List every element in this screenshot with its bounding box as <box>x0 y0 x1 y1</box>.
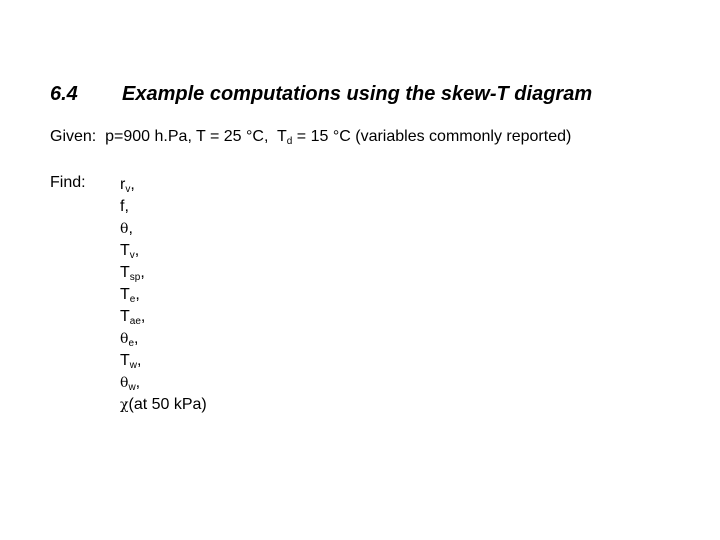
given-dewpoint-subscript: d <box>286 136 293 147</box>
item-symbol: f <box>120 198 125 215</box>
item-subscript: w <box>129 360 138 371</box>
item-suffix: (at 50 kPa) <box>128 396 207 413</box>
given-label: Given: <box>50 128 97 145</box>
given-pressure: p=900 h.Pa, <box>105 128 192 145</box>
item-suffix: , <box>134 242 140 259</box>
section-heading <box>50 83 592 106</box>
item-suffix: , <box>135 374 141 391</box>
item-symbol: θ <box>120 331 129 347</box>
list-item <box>120 328 207 350</box>
item-suffix: , <box>135 286 140 303</box>
item-suffix: , <box>140 308 146 325</box>
list-item <box>120 350 207 372</box>
item-symbol: θ <box>120 375 129 391</box>
item-symbol: T <box>120 264 130 281</box>
item-symbol: T <box>120 286 130 303</box>
given-dewpoint-symbol: T <box>277 128 287 145</box>
item-suffix: , <box>140 264 145 281</box>
item-subscript: e <box>129 294 136 305</box>
section-title: Example computations using the skew-T diagram <box>122 83 593 105</box>
item-suffix: , <box>137 352 142 369</box>
find-list <box>120 174 207 416</box>
item-symbol: θ <box>120 221 129 237</box>
list-item <box>120 394 207 416</box>
item-subscript: v <box>125 184 131 195</box>
item-subscript: w <box>128 382 136 393</box>
item-symbol: T <box>120 308 130 325</box>
list-item <box>120 306 207 328</box>
given-dewpoint-value: = 15 °C (variables commonly reported) <box>292 128 572 145</box>
find-label: Find: <box>50 174 86 191</box>
list-item <box>120 284 207 306</box>
item-subscript: e <box>128 338 134 349</box>
item-subscript: sp <box>129 272 141 283</box>
list-item <box>120 196 207 218</box>
item-symbol: r <box>120 176 126 193</box>
item-suffix: , <box>130 176 135 193</box>
list-item <box>120 174 207 196</box>
item-subscript: ae <box>129 316 141 327</box>
list-item <box>120 372 207 394</box>
item-subscript: v <box>129 250 135 261</box>
item-suffix: , <box>124 198 129 215</box>
item-suffix: , <box>128 220 133 237</box>
section-number: 6.4 <box>50 83 78 105</box>
given-temperature: T = 25 °C, <box>196 128 269 145</box>
given-line <box>50 128 571 146</box>
item-suffix: , <box>134 330 139 347</box>
item-symbol: T <box>120 242 130 259</box>
list-item <box>120 240 207 262</box>
item-symbol: T <box>120 352 130 369</box>
list-item <box>120 262 207 284</box>
item-symbol: χ <box>120 397 129 413</box>
list-item <box>120 218 207 240</box>
